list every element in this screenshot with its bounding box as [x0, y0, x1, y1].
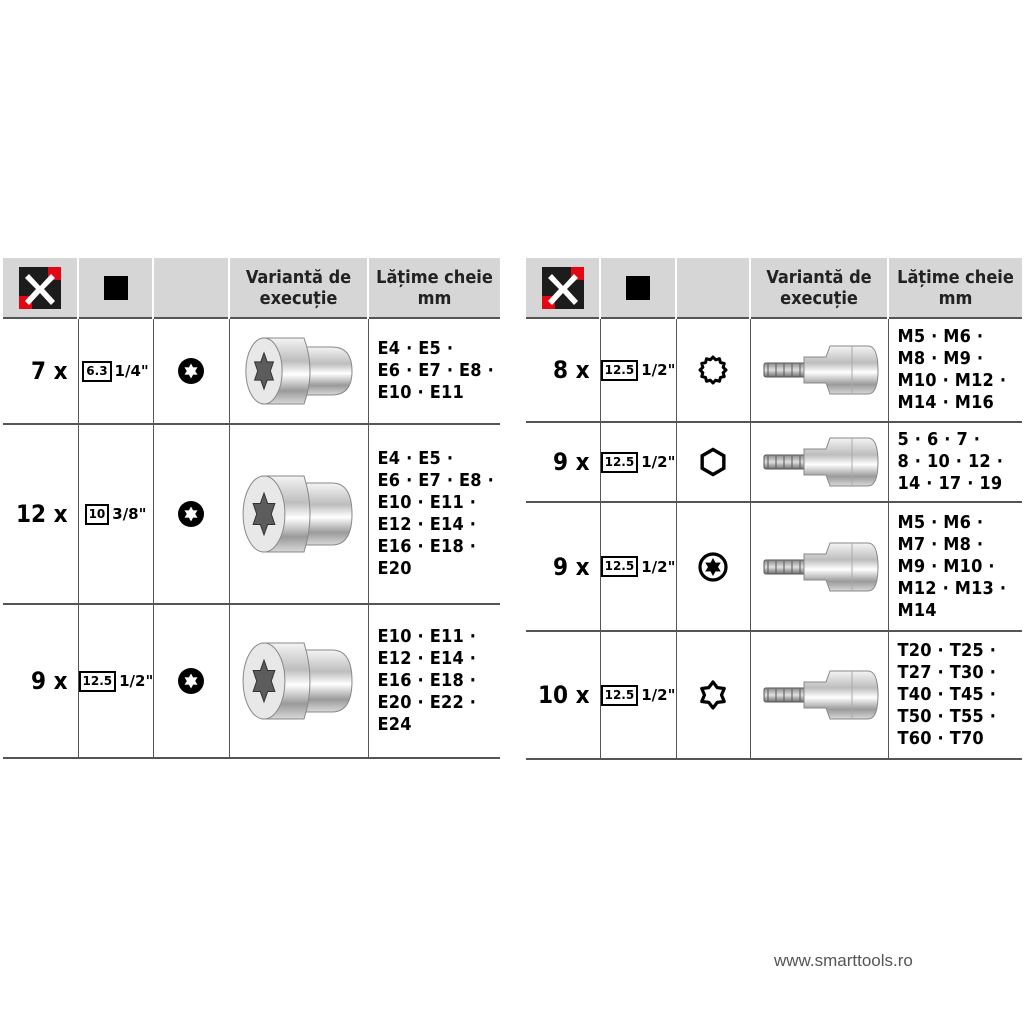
table-row — [3, 424, 500, 604]
header-brand — [526, 258, 600, 318]
drive-inch: 1/2" — [641, 686, 676, 704]
drive-mm-badge: 12.5 — [601, 556, 639, 577]
table-row — [526, 318, 1022, 422]
sizes-cell: E4 · E5 · E6 · E7 · E8 · E10 · E11 · E12 · E14 · E16 · E18 · E20 — [368, 424, 500, 604]
header-variant: Variantă de execuție — [750, 258, 888, 318]
drive-inch: 3/8" — [112, 505, 147, 523]
drive-cell — [600, 422, 676, 502]
tool-image-cell — [229, 424, 368, 604]
profile-cell — [153, 318, 229, 424]
sizes-cell: M5 · M6 · M8 · M9 · M10 · M12 · M14 · M16 — [888, 318, 1022, 422]
header-brand — [3, 258, 78, 318]
table-row — [3, 604, 500, 758]
socket-image — [236, 329, 362, 413]
drive-inch: 1/2" — [641, 557, 676, 576]
header-width: Lățime cheie mm — [888, 258, 1022, 318]
tool-image-cell — [750, 422, 888, 502]
sizes-cell: 5 · 6 · 7 · 8 · 10 · 12 · 14 · 17 · 19 — [888, 422, 1022, 502]
profile-cell — [676, 631, 750, 759]
drive-cell — [78, 318, 153, 424]
tool-image-cell — [750, 502, 888, 631]
drive-inch: 1/4" — [114, 362, 149, 380]
tool-image-cell — [229, 318, 368, 424]
torx-icon — [698, 680, 728, 710]
tool-image-cell — [229, 604, 368, 758]
profile-cell — [153, 424, 229, 604]
table-header-row — [526, 258, 1022, 318]
drive-inch: 1/2" — [641, 453, 676, 471]
sizes-cell: E10 · E11 · E12 · E14 · E16 · E18 · E20 · E22 · E24 — [368, 604, 500, 758]
drive-mm-badge: 12.5 — [601, 360, 639, 381]
bit-socket-image — [756, 665, 882, 725]
table-row — [526, 502, 1022, 631]
hex-icon — [698, 447, 728, 477]
table-row — [526, 631, 1022, 759]
drive-mm-badge: 12.5 — [79, 671, 117, 692]
qty-cell: 9 x — [526, 422, 600, 502]
tool-image-cell — [750, 631, 888, 759]
drive-inch: 1/2" — [119, 672, 154, 690]
drive-cell — [600, 318, 676, 422]
profile-cell — [153, 604, 229, 758]
header-drive — [78, 258, 153, 318]
site-watermark: www.smarttools.ro — [774, 951, 913, 970]
drive-mm-badge: 6.3 — [82, 361, 111, 382]
square-drive-icon — [626, 276, 650, 300]
drive-cell — [78, 424, 153, 604]
table-row — [526, 422, 1022, 502]
square-drive-icon — [104, 276, 128, 300]
header-profile — [676, 258, 750, 318]
sizes-cell: M5 · M6 · M7 · M8 · M9 · M10 · M12 · M13 · M14 — [888, 502, 1022, 631]
table-row — [3, 318, 500, 424]
qty-cell: 9 x — [3, 604, 78, 758]
qty-cell: 8 x — [526, 318, 600, 422]
socket-image — [236, 633, 362, 729]
torx-e-icon — [176, 666, 206, 696]
drive-cell — [600, 631, 676, 759]
header-drive — [600, 258, 676, 318]
socket-table-right — [526, 258, 1022, 760]
drive-inch: 1/2" — [641, 361, 676, 379]
drive-cell — [600, 502, 676, 631]
socket-image — [236, 466, 362, 562]
bit-socket-image — [756, 340, 882, 400]
qty-cell: 9 x — [526, 502, 600, 631]
brand-x-icon — [542, 267, 584, 309]
header-profile — [153, 258, 229, 318]
brand-x-icon — [19, 267, 61, 309]
socket-table-left — [3, 258, 500, 759]
profile-cell — [676, 502, 750, 631]
torx-e-icon — [176, 499, 206, 529]
tool-image-cell — [750, 318, 888, 422]
header-width: Lățime cheie mm — [368, 258, 500, 318]
profile-cell — [676, 318, 750, 422]
header-variant: Variantă de execuție — [229, 258, 368, 318]
torx-e-icon — [176, 356, 206, 386]
drive-mm-badge: 12.5 — [601, 685, 639, 706]
xzn-icon — [698, 552, 728, 582]
profile-cell — [676, 422, 750, 502]
spline-icon — [698, 355, 728, 385]
sizes-cell: T20 · T25 · T27 · T30 · T40 · T45 · T50 · T55 · T60 · T70 — [888, 631, 1022, 759]
drive-cell — [78, 604, 153, 758]
qty-cell: 12 x — [3, 424, 78, 604]
qty-cell: 7 x — [3, 318, 78, 424]
table-header-row — [3, 258, 500, 318]
sizes-cell: E4 · E5 · E6 · E7 · E8 · E10 · E11 — [368, 318, 500, 424]
bit-socket-image — [756, 432, 882, 492]
bit-socket-image — [756, 537, 882, 597]
drive-mm-badge: 10 — [85, 504, 110, 525]
qty-cell: 10 x — [526, 631, 600, 759]
drive-mm-badge: 12.5 — [601, 452, 639, 473]
